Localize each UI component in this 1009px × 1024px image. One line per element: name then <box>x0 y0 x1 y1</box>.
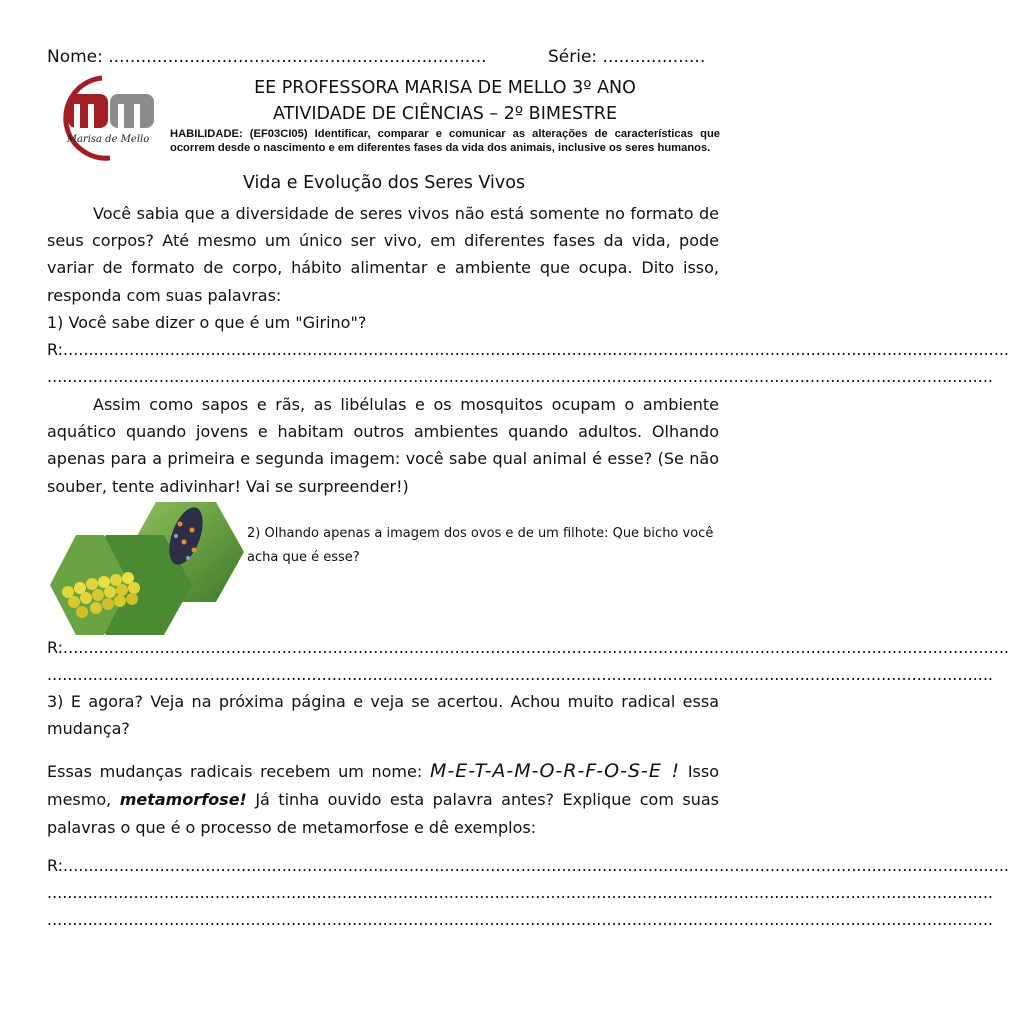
metamorfose-spelled: M-E-T-A-M-O-R-F-O-S-E ! <box>429 760 681 782</box>
school-name: EE PROFESSORA MARISA DE MELLO 3º ANO <box>254 78 636 98</box>
grade-field-label: Série: ................... <box>548 47 706 67</box>
paragraph-3: Essas mudanças radicais recebem um nome: M-E-T-A-M-O-R-F-O-S-E ! Isso mesmo, metamorfose! Já tinha ouvido esta palavra antes? Explique com suas palavras o que é o processo de metamorfose e dê exemplos: <box>47 760 720 837</box>
question-2: 2) Olhando apenas a imagem dos ovos e de um filhote: Que bicho você acha que é esse? <box>247 526 714 565</box>
metamorfose-word: metamorfose! <box>119 790 247 809</box>
school-logo <box>46 76 158 160</box>
answer-line-2[interactable]: R:.......................................................................................................................................................................................... <box>47 638 1009 657</box>
paragraph-2: Assim como sapos e rãs, as libélulas e os mosquitos ocupam o ambiente aquático quando jovens e habitam outros ambientes quando adultos. Olhando apenas para a primeira e segunda imagem: você sabe qual animal é esse? (Se não souber, tente adivinhar! Vai se surpreender!) <box>47 395 719 496</box>
answer-line-3c[interactable]: .......................................................................................................................................................................................... <box>47 910 993 929</box>
skill-description <box>170 128 720 155</box>
skill-label: HABILIDADE: <box>170 128 243 140</box>
answer-line-1[interactable]: R:.......................................................................................................................................................................................... <box>47 340 1009 359</box>
answer-line-1b[interactable]: .......................................................................................................................................................................................... <box>47 367 993 386</box>
logo-script-text: Marisa de Mello <box>66 134 150 145</box>
answer-line-3b[interactable]: .......................................................................................................................................................................................... <box>47 883 993 902</box>
logo-letters <box>68 94 154 128</box>
activity-title: ATIVIDADE DE CIÊNCIAS – 2º BIMESTRE <box>272 104 618 124</box>
question-3: 3) E agora? Veja na próxima página e veja se acertou. Achou muito radical essa mudança? <box>47 692 719 739</box>
answer-line-3[interactable]: R:.......................................................................................................................................................................................... <box>47 856 1009 875</box>
skill-text: (EF03CI05) Identificar, comparar e comunicar as alterações de características que ocorrem desde o nascimento e em diferentes fases da vida dos animais, inclusive os seres humanos. <box>170 128 720 154</box>
question-1: 1) Você sabe dizer o que é um "Girino"? <box>47 313 367 332</box>
page-title: Vida e Evolução dos Seres Vivos <box>242 173 526 193</box>
answer-line-2b[interactable]: .......................................................................................................................................................................................... <box>47 665 993 684</box>
name-field-label: Nome: ...................................................................... <box>47 47 487 67</box>
intro-paragraph: Você sabia que a diversidade de seres vivos não está somente no formato de seus corpos? Até mesmo um único ser vivo, em diferentes fases da vida, pode variar de formato de corpo, hábito alimentar e ambiente que ocupa. Dito isso, responda com suas palavras: <box>47 204 719 305</box>
ladybug-larva-eggs-image <box>46 500 244 635</box>
